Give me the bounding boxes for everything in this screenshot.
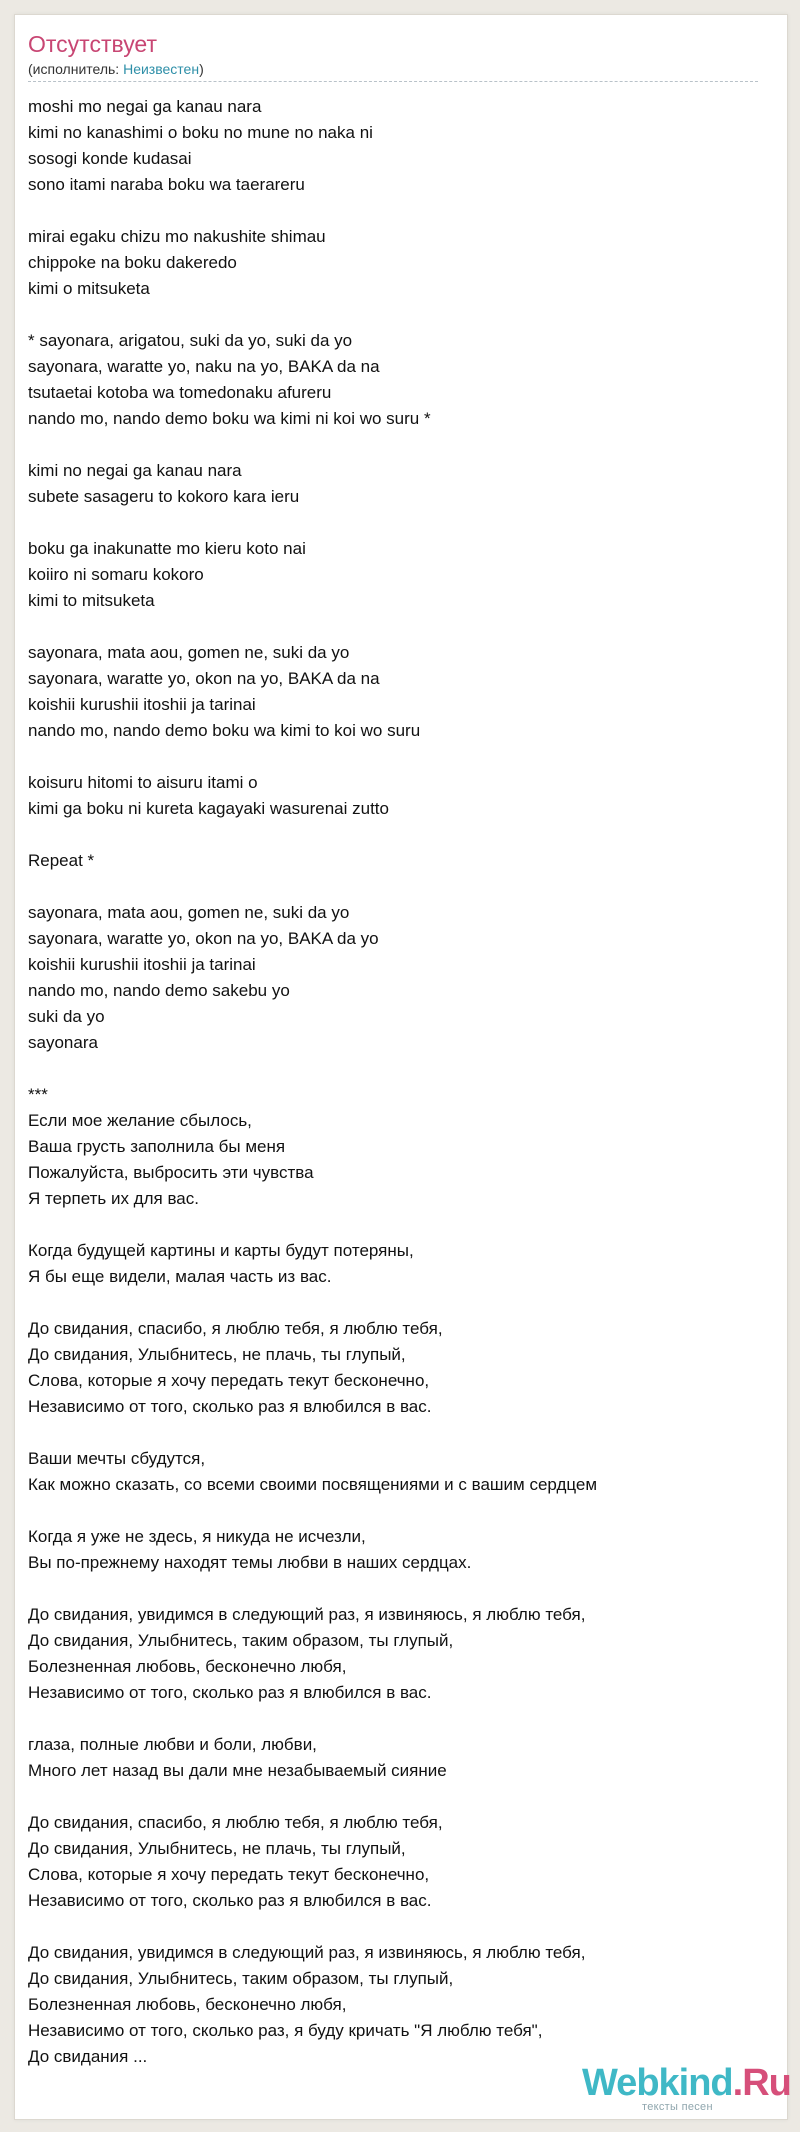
performer-link[interactable]: Неизвестен — [123, 61, 200, 77]
lyrics-line: suki da yo — [28, 1007, 105, 1026]
lyrics-line: До свидания, Улыбнитесь, не плачь, ты глупый, — [28, 1345, 406, 1364]
lyrics-blank-line — [28, 1420, 763, 1446]
lyrics-line: kimi ga boku ni kureta kagayaki wasurenai zutto — [28, 799, 389, 818]
lyrics-line: koiiro ni somaru kokoro — [28, 565, 204, 584]
lyrics-line: koisuru hitomi to aisuru itami o — [28, 773, 258, 792]
lyrics-line: sayonara, waratte yo, okon na yo, BAKA da yo — [28, 929, 379, 948]
lyrics-line: tsutaetai kotoba wa tomedonaku afureru — [28, 383, 332, 402]
lyrics-line: Repeat * — [28, 851, 95, 870]
lyrics-line: * sayonara, arigatou, suki da yo, suki da yo — [28, 331, 353, 350]
lyrics-line: Независимо от того, сколько раз я влюбился в вас. — [28, 1397, 432, 1416]
lyrics-blank-line — [28, 1914, 763, 1940]
lyrics-line: sono itami naraba boku wa taerareru — [28, 175, 305, 194]
lyrics-line: Слова, которые я хочу передать текут бесконечно, — [28, 1371, 430, 1390]
lyrics-line: Я бы еще видели, малая часть из вас. — [28, 1267, 332, 1286]
lyrics-blank-line — [28, 822, 763, 848]
lyrics-line: Болезненная любовь, бесконечно любя, — [28, 1657, 347, 1676]
lyrics-line: sayonara, waratte yo, naku na yo, BAKA da na — [28, 357, 380, 376]
lyrics-blank-line — [28, 510, 763, 536]
lyrics-blank-line — [28, 302, 763, 328]
lyrics-line: boku ga inakunatte mo kieru koto nai — [28, 539, 306, 558]
lyrics-line: chippoke na boku dakeredo — [28, 253, 237, 272]
lyrics-line: Когда я уже не здесь, я никуда не исчезли, — [28, 1527, 366, 1546]
lyrics-line: Пожалуйста, выбросить эти чувства — [28, 1163, 314, 1182]
lyrics-line: Когда будущей картины и карты будут потеряны, — [28, 1241, 414, 1260]
lyrics-line: До свидания, увидимся в следующий раз, я извиняюсь, я люблю тебя, — [28, 1605, 586, 1624]
lyrics-blank-line — [28, 432, 763, 458]
lyrics-line: kimi no negai ga kanau nara — [28, 461, 242, 480]
logo-domain: .Ru — [732, 2062, 791, 2104]
lyrics-line: mirai egaku chizu mo nakushite shimau — [28, 227, 326, 246]
lyrics-line: Болезненная любовь, бесконечно любя, — [28, 1995, 347, 2014]
lyrics-blank-line — [28, 1498, 763, 1524]
performer-suffix: ) — [199, 61, 204, 77]
lyrics-line: До свидания, Улыбнитесь, таким образом, ты глупый, — [28, 1969, 454, 1988]
lyrics-line: sayonara — [28, 1033, 98, 1052]
lyrics-line: sayonara, mata aou, gomen ne, suki da yo — [28, 643, 350, 662]
lyrics-blank-line — [28, 744, 763, 770]
lyrics-line: sayonara, waratte yo, okon na yo, BAKA da na — [28, 669, 380, 688]
performer-line — [28, 60, 204, 78]
lyrics-line: kimi to mitsuketa — [28, 591, 155, 610]
lyrics-line: До свидания ... — [28, 2047, 148, 2066]
lyrics-blank-line — [28, 1576, 763, 1602]
logo-name: Webkind — [582, 2062, 733, 2104]
lyrics-blank-line — [28, 614, 763, 640]
lyrics-line: Как можно сказать, со всеми своими посвящениями и с вашим сердцем — [28, 1475, 598, 1494]
lyrics-blank-line — [28, 198, 763, 224]
lyrics-line: Я терпеть их для вас. — [28, 1189, 199, 1208]
lyrics-line: глаза, полные любви и боли, любви, — [28, 1735, 317, 1754]
lyrics-blank-line — [28, 1290, 763, 1316]
title-divider — [28, 81, 758, 82]
lyrics-line: Много лет назад вы дали мне незабываемый сияние — [28, 1761, 447, 1780]
lyrics-line: До свидания, Улыбнитесь, не плачь, ты глупый, — [28, 1839, 406, 1858]
site-logo[interactable] — [582, 2060, 791, 2116]
logo-tagline: тексты песен — [642, 2101, 713, 2113]
lyrics-line: До свидания, увидимся в следующий раз, я извиняюсь, я люблю тебя, — [28, 1943, 586, 1962]
lyrics-line: kimi no kanashimi o boku no mune no naka ni — [28, 123, 373, 142]
lyrics-line: nando mo, nando demo sakebu yo — [28, 981, 290, 1000]
lyrics-line: Если мое желание сбылось, — [28, 1111, 252, 1130]
lyrics-line: nando mo, nando demo boku wa kimi to koi wo suru — [28, 721, 421, 740]
performer-prefix: (исполнитель: — [28, 61, 124, 77]
lyrics-line: Ваши мечты сбудутся, — [28, 1449, 206, 1468]
lyrics-line: koishii kurushii itoshii ja tarinai — [28, 695, 256, 714]
lyrics-line: Слова, которые я хочу передать текут бесконечно, — [28, 1865, 430, 1884]
lyrics-line: До свидания, Улыбнитесь, таким образом, ты глупый, — [28, 1631, 454, 1650]
logo-wordmark — [582, 2060, 791, 2106]
lyrics-text — [28, 94, 763, 2070]
lyrics-line: moshi mo negai ga kanau nara — [28, 97, 262, 116]
lyrics-blank-line — [28, 874, 763, 900]
lyrics-line: kimi o mitsuketa — [28, 279, 150, 298]
lyrics-line: Независимо от того, сколько раз, я буду кричать "Я люблю тебя", — [28, 2021, 543, 2040]
song-title: Отсутствует — [28, 31, 157, 57]
lyrics-blank-line — [28, 1056, 763, 1082]
lyrics-line: sayonara, mata aou, gomen ne, suki da yo — [28, 903, 350, 922]
lyrics-line: Вы по-прежнему находят темы любви в наших сердцах. — [28, 1553, 472, 1572]
lyrics-line: subete sasageru to kokoro kara ieru — [28, 487, 300, 506]
lyrics-line: *** — [28, 1085, 48, 1104]
lyrics-blank-line — [28, 1784, 763, 1810]
lyrics-line: sosogi konde kudasai — [28, 149, 192, 168]
lyrics-line: Ваша грусть заполнила бы меня — [28, 1137, 286, 1156]
lyrics-blank-line — [28, 1212, 763, 1238]
lyrics-line: nando mo, nando demo boku wa kimi ni koi wo suru * — [28, 409, 431, 428]
lyrics-line: До свидания, спасибо, я люблю тебя, я люблю тебя, — [28, 1319, 443, 1338]
lyrics-line: До свидания, спасибо, я люблю тебя, я люблю тебя, — [28, 1813, 443, 1832]
lyrics-line: koishii kurushii itoshii ja tarinai — [28, 955, 256, 974]
lyrics-line: Независимо от того, сколько раз я влюбился в вас. — [28, 1683, 432, 1702]
lyrics-line: Независимо от того, сколько раз я влюбился в вас. — [28, 1891, 432, 1910]
lyrics-blank-line — [28, 1706, 763, 1732]
